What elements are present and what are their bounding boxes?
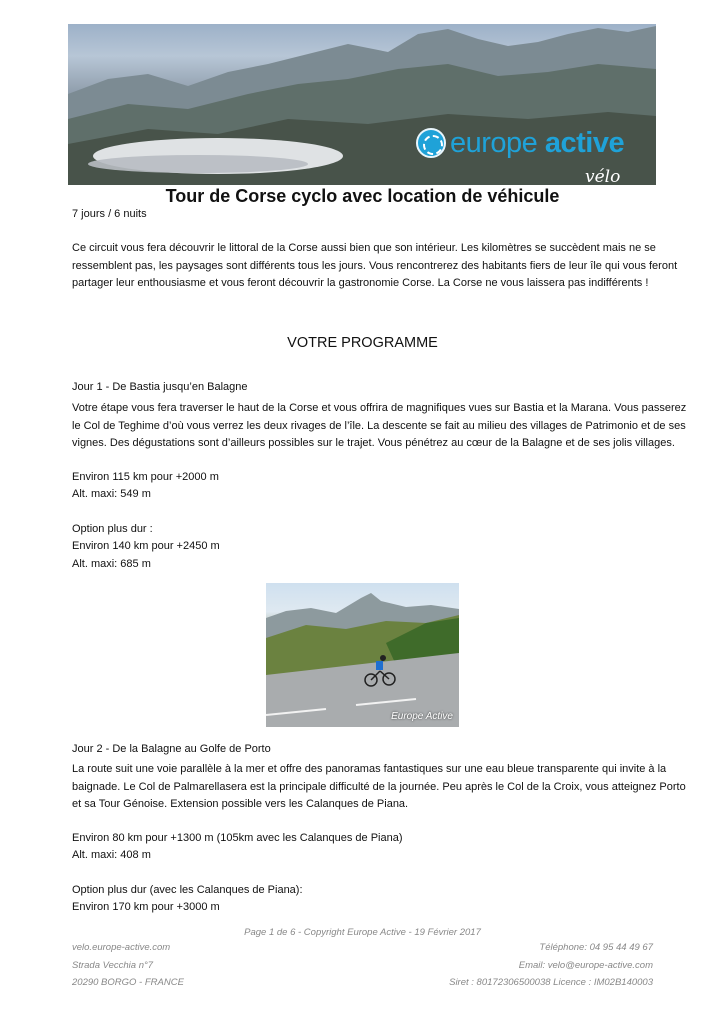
intro-paragraph: Ce circuit vous fera découvrir le littoral de la Corse aussi bien que son intérieur. Les kilomètres se succèdent mais ne se ressemblent pas, les paysages sont différents tous les jours. Vous rencontrerez des habitants fiers de leur île qui vous feront partager leur enthousiasme et vous feront découvrir la gastronomie Corse. La Corse ne vous laissera pas indifférents ! — [72, 242, 678, 289]
logo-text-bold: active — [544, 126, 625, 159]
day-altitude: Alt. maxi: 549 m — [72, 488, 151, 500]
logo-text-regular: europe — [450, 126, 545, 159]
section-title: VOTRE PROGRAMME — [287, 335, 438, 351]
cyclist-scene — [266, 583, 459, 727]
day-distance: Environ 115 km pour +2000 m — [72, 471, 219, 483]
header-banner-image — [68, 24, 656, 185]
footer-website: velo.europe-active.com — [72, 942, 171, 953]
footer-registration: Siret : 80172306500038 Licence : IM02B140003 — [449, 977, 653, 988]
mountain-landscape — [68, 24, 656, 185]
logo-subtext: vélo — [585, 167, 621, 185]
option-label: Option plus dur (avec les Calanques de Piana): — [72, 884, 303, 896]
footer-street: Strada Vecchia n°7 — [72, 960, 154, 971]
option-distance: Environ 140 km pour +2450 m — [72, 540, 220, 552]
day-heading: Jour 1 - De Bastia jusqu’en Balagne — [72, 381, 248, 393]
day-description: La route suit une voie parallèle à la mer et offre des panoramas fantastiques sur une eau bleue transparente qui invite à la baignade. Le Col de Palmarellasera est la principale difficulté de la journée. Peu après le Col de la Croix, vous atteignez Porto et sa Tour Génoise. Extension possible vers les Calanques de Piana. — [72, 763, 686, 810]
footer-city: 20290 BORGO - FRANCE — [72, 977, 184, 988]
option-distance: Environ 170 km pour +3000 m — [72, 901, 220, 913]
day-heading: Jour 2 - De la Balagne au Golfe de Porto — [72, 743, 271, 755]
option-altitude: Alt. maxi: 685 m — [72, 558, 151, 570]
duration: 7 jours / 6 nuits — [72, 208, 147, 220]
day-altitude: Alt. maxi: 408 m — [72, 849, 151, 861]
europe-active-logo — [416, 128, 624, 158]
option-label: Option plus dur : — [72, 523, 153, 535]
page-title: Tour de Corse cyclo avec location de véhicule — [165, 186, 560, 206]
cyclist-photo — [266, 583, 459, 727]
logo-text — [450, 126, 625, 159]
day-description: Votre étape vous fera traverser le haut de la Corse et vous offrira de magnifiques vues sur Bastia et la Marana. Vous passerez le Col de Teghime d’où vous verrez les deux rivages de l’île. La descente se fait au milieu des villages de Patrimonio et de ses vignes. Des dégustations sont d’ailleurs possibles sur le trajet. Vous pénétrez au cœur de la Balagne et de ses jolis villages. — [72, 402, 687, 449]
footer-page-info: Page 1 de 6 - Copyright Europe Active - 19 Février 2017 — [244, 927, 481, 938]
footer-email: Email: velo@europe-active.com — [518, 960, 653, 971]
photo-caption: Europe Active — [391, 711, 453, 722]
day-distance: Environ 80 km pour +1300 m (105km avec les Calanques de Piana) — [72, 832, 403, 844]
bicycle-wheel-icon — [416, 128, 446, 158]
footer-phone: Téléphone: 04 95 44 49 67 — [539, 942, 653, 953]
